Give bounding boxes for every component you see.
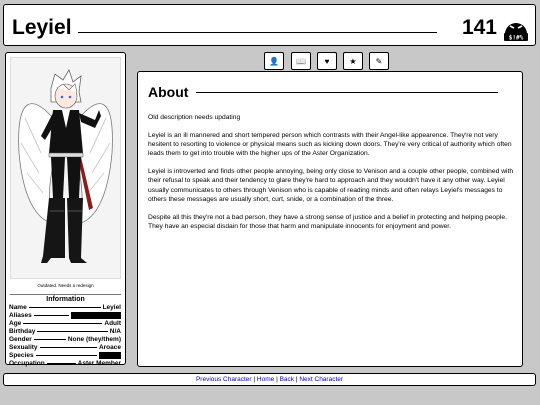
about-paragraph: Leyiel is introverted and finds other people annoying, being only close to Venison and a couple other people, combined with their refusal to speak and their tendency to glare they're hard to approach and they wouldn't have it any other way. Leyiel usually communicates to others through Venison who is capable of reading minds and often relays Leyiel's messages to others these messages are usually short, curt, snide, or a combination of the three. [148,168,514,203]
info-row-species [9,351,121,359]
info-value: Leyiel [102,303,121,311]
character-sidebar [5,52,126,365]
about-heading: About [148,84,189,100]
info-row-gender [9,335,121,343]
about-divider [196,92,498,93]
about-panel [137,71,523,367]
info-label: Aliases [9,311,32,319]
info-label: Occupation [9,359,45,367]
character-portrait [10,57,121,279]
footer-nav: Previous Character | Home | Back | Next Character [3,373,536,386]
svg-text:$!#%: $!#% [508,34,524,42]
home-link[interactable]: Home [256,376,275,383]
info-label: Gender [9,335,32,343]
character-count: 141 [461,16,497,39]
tab-profile[interactable] [264,52,284,70]
tab-favorites[interactable] [343,52,363,70]
back-link[interactable]: Back [279,376,295,383]
info-value: N/A [109,327,121,335]
info-row-occupation [9,359,121,367]
star-icon: ★ [349,56,357,66]
about-body [148,113,516,240]
title-divider [78,32,437,33]
pencil-icon: ✎ [375,56,383,66]
about-paragraph: Despite all this they're not a bad person, they have a strong sense of justice and a belief in protecting and helping people. They have an especial disdain for those that harm and manipulate innocents for enjoyment and power. [148,213,507,230]
info-value: Adult [104,319,121,327]
info-heading: Information [46,296,85,303]
redacted-value [99,352,121,359]
grumpy-face-icon [503,17,529,43]
book-icon: 📖 [296,56,306,66]
info-divider [10,294,121,295]
info-value: None (they/them) [67,335,121,343]
about-paragraph: Old description needs updating [148,114,241,121]
info-row-sexuality [9,343,121,351]
next-character-link[interactable]: Next Character [299,376,344,383]
tab-story[interactable] [291,52,311,70]
page-header [3,4,536,46]
info-label: Species [9,351,34,359]
info-row-aliases [9,311,121,319]
person-icon: 👤 [269,56,279,66]
redacted-value [71,312,121,319]
character-name-title: Leyiel [12,16,72,39]
tab-relationships[interactable] [317,52,337,70]
previous-character-link[interactable]: Previous Character [195,376,252,383]
heart-icon: ♥ [324,56,330,66]
info-label: Birthday [9,327,36,335]
info-row-age [9,319,121,327]
about-paragraph: Leyiel is an ill mannered and short tempered person which contrasts with their Angel-like appearence. They're not very hesitent to resorting to violence or physical means such as kicking down doors. They're very critical of authority which often leads them to get into trouble with the higher ups of the Aster Organization. [148,132,512,158]
info-label: Sexuality [9,343,38,351]
info-value: Aster Member [77,359,121,367]
info-row-name [9,303,121,311]
info-label: Name [9,303,27,311]
info-row-birthday [9,327,121,335]
tab-notes[interactable] [369,52,389,70]
info-value: Aroace [98,343,121,351]
portrait-caption: Outdated. Needs a redesign [37,283,94,288]
info-label: Age [9,319,22,327]
